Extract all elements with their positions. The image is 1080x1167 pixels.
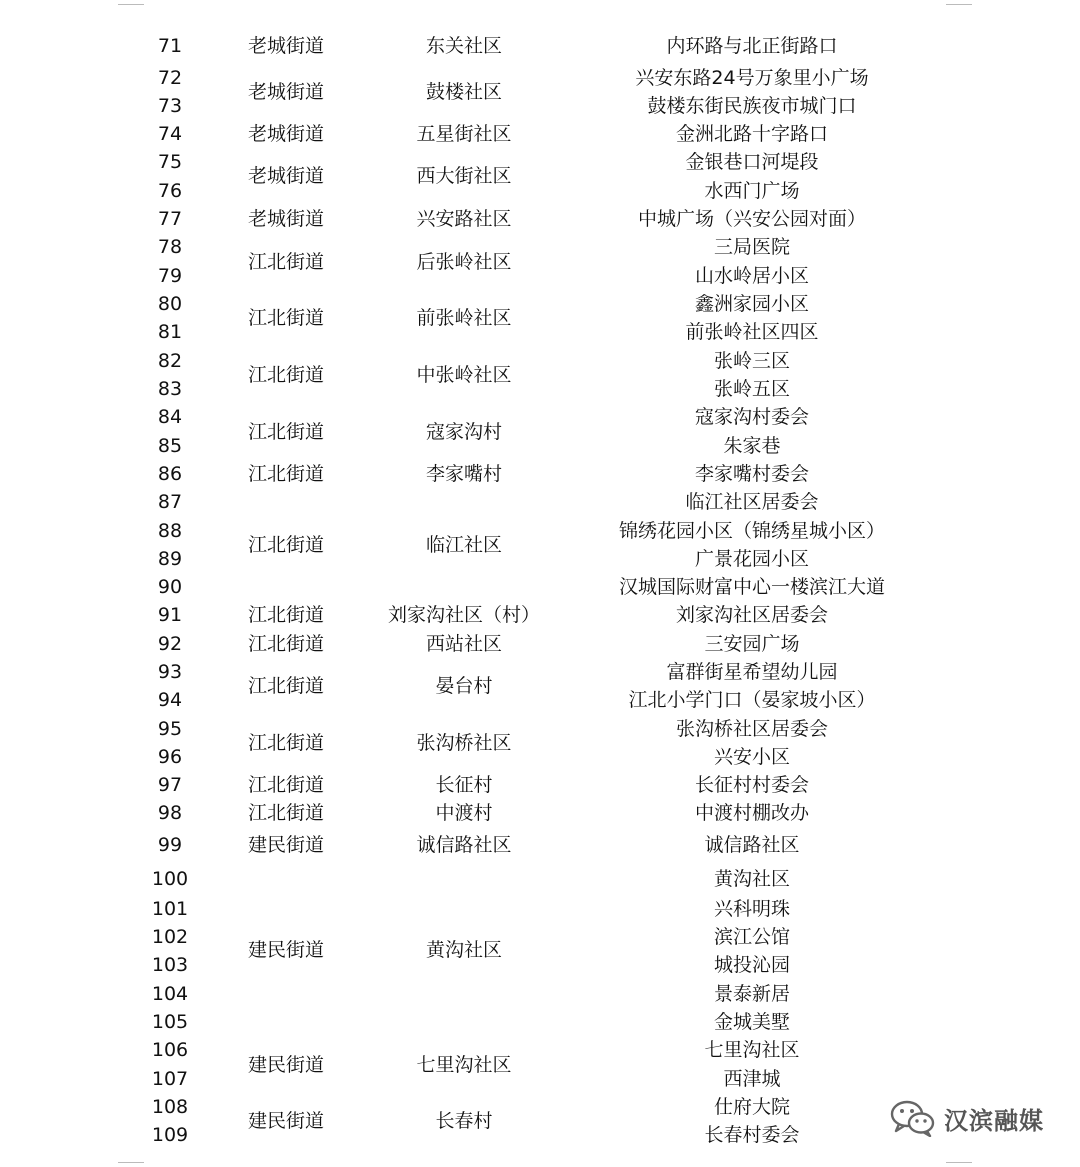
page-corner-mark-top-left <box>118 0 144 5</box>
community-cell-merged: 临江社区 <box>425 534 503 556</box>
community-cell: 李家嘴村 <box>425 463 503 485</box>
row-number: 88 <box>157 520 183 542</box>
page-corner-mark-top-right <box>946 0 972 5</box>
watermark-text: 汉滨融媒 <box>944 1106 1044 1135</box>
location-cell: 刘家沟社区居委会 <box>675 604 829 626</box>
location-cell: 兴安小区 <box>713 746 791 768</box>
row-number: 99 <box>157 834 183 856</box>
community-cell: 兴安路社区 <box>416 208 512 230</box>
location-cell: 金洲北路十字路口 <box>675 123 829 145</box>
row-number: 75 <box>157 151 183 173</box>
row-number: 76 <box>157 180 183 202</box>
row-number: 98 <box>157 802 183 824</box>
location-cell: 鼓楼东街民族夜市城门口 <box>647 95 857 117</box>
street-cell-merged: 建民街道 <box>247 1054 325 1076</box>
location-cell: 广景花园小区 <box>694 548 810 570</box>
location-cell: 汉城国际财富中心一楼滨江大道 <box>618 576 886 598</box>
row-number: 104 <box>151 983 189 1005</box>
street-cell-merged: 江北街道 <box>247 251 325 273</box>
community-cell: 刘家沟社区（村） <box>387 604 541 626</box>
location-cell: 寇家沟村委会 <box>694 406 810 428</box>
location-cell: 中城广场（兴安公园对面） <box>637 208 867 230</box>
location-cell: 临江社区居委会 <box>685 491 819 513</box>
street-cell-merged: 江北街道 <box>247 364 325 386</box>
location-cell: 张岭三区 <box>713 350 791 372</box>
row-number: 105 <box>151 1011 189 1033</box>
street-cell: 江北街道 <box>247 633 325 655</box>
location-cell: 兴科明珠 <box>713 898 791 920</box>
community-cell-merged: 张沟桥社区 <box>416 732 512 754</box>
street-cell-merged: 老城街道 <box>247 165 325 187</box>
location-cell: 张岭五区 <box>713 378 791 400</box>
community-cell: 诚信路社区 <box>416 834 512 856</box>
row-number: 103 <box>151 954 189 976</box>
location-cell: 金城美墅 <box>713 1011 791 1033</box>
row-number: 93 <box>157 661 183 683</box>
street-cell: 江北街道 <box>247 774 325 796</box>
row-number: 89 <box>157 548 183 570</box>
location-cell: 长征村村委会 <box>694 774 810 796</box>
community-cell-merged: 七里沟社区 <box>416 1054 512 1076</box>
location-cell: 朱家巷 <box>723 435 781 457</box>
location-cell: 中渡村棚改办 <box>694 802 810 824</box>
location-cell: 三局医院 <box>713 236 791 258</box>
street-cell: 老城街道 <box>247 208 325 230</box>
row-number: 86 <box>157 463 183 485</box>
community-cell: 五星街社区 <box>416 123 512 145</box>
location-cell: 黄沟社区 <box>713 868 791 890</box>
location-cell: 江北小学门口（晏家坡小区） <box>628 689 876 711</box>
street-cell-merged: 江北街道 <box>247 421 325 443</box>
location-cell: 前张岭社区四区 <box>685 321 819 343</box>
watermark <box>890 1098 1044 1138</box>
row-number: 95 <box>157 718 183 740</box>
location-cell: 景泰新居 <box>713 983 791 1005</box>
location-cell: 城投沁园 <box>713 954 791 976</box>
location-cell: 金银巷口河堤段 <box>685 151 819 173</box>
street-cell: 江北街道 <box>247 802 325 824</box>
community-cell-merged: 长春村 <box>435 1110 493 1132</box>
community-cell-merged: 晏台村 <box>435 675 493 697</box>
community-cell-merged: 鼓楼社区 <box>425 81 503 103</box>
row-number: 101 <box>151 898 189 920</box>
street-cell: 老城街道 <box>247 35 325 57</box>
row-number: 85 <box>157 435 183 457</box>
location-cell: 兴安东路24号万象里小广场 <box>635 67 869 89</box>
street-cell-merged: 江北街道 <box>247 534 325 556</box>
street-cell: 老城街道 <box>247 123 325 145</box>
row-number: 90 <box>157 576 183 598</box>
row-number: 108 <box>151 1096 189 1118</box>
community-cell-merged: 黄沟社区 <box>425 939 503 961</box>
row-number: 102 <box>151 926 189 948</box>
location-cell: 滨江公馆 <box>713 926 791 948</box>
community-cell-merged: 前张岭社区 <box>416 307 512 329</box>
page-corner-mark-bottom-right <box>946 1162 972 1163</box>
row-number: 77 <box>157 208 183 230</box>
location-cell: 长春村委会 <box>704 1124 800 1146</box>
location-cell: 诚信路社区 <box>704 834 800 856</box>
row-number: 80 <box>157 293 183 315</box>
row-number: 106 <box>151 1039 189 1061</box>
location-cell: 山水岭居小区 <box>694 265 810 287</box>
location-cell: 七里沟社区 <box>704 1039 800 1061</box>
location-cell: 锦绣花园小区（锦绣星城小区） <box>618 520 886 542</box>
community-cell: 西站社区 <box>425 633 503 655</box>
community-cell: 中渡村 <box>435 802 493 824</box>
location-cell: 张沟桥社区居委会 <box>675 718 829 740</box>
street-cell-merged: 老城街道 <box>247 81 325 103</box>
page-corner-mark-bottom-left <box>118 1162 144 1163</box>
location-cell: 水西门广场 <box>704 180 800 202</box>
row-number: 73 <box>157 95 183 117</box>
row-number: 71 <box>157 35 183 57</box>
row-number: 92 <box>157 633 183 655</box>
community-cell-merged: 西大街社区 <box>416 165 512 187</box>
wechat-icon <box>890 1099 936 1137</box>
street-cell: 江北街道 <box>247 463 325 485</box>
row-number: 94 <box>157 689 183 711</box>
location-cell: 李家嘴村委会 <box>694 463 810 485</box>
street-cell-merged: 江北街道 <box>247 675 325 697</box>
community-cell-merged: 后张岭社区 <box>416 251 512 273</box>
community-cell: 东关社区 <box>425 35 503 57</box>
community-cell-merged: 寇家沟村 <box>425 421 503 443</box>
street-cell-merged: 建民街道 <box>247 939 325 961</box>
street-cell-merged: 江北街道 <box>247 307 325 329</box>
community-cell: 长征村 <box>435 774 493 796</box>
row-number: 96 <box>157 746 183 768</box>
row-number: 91 <box>157 604 183 626</box>
location-cell: 富群街星希望幼儿园 <box>666 661 838 683</box>
location-cell: 三安园广场 <box>704 633 800 655</box>
street-cell-merged: 建民街道 <box>247 1110 325 1132</box>
row-number: 72 <box>157 67 183 89</box>
row-number: 74 <box>157 123 183 145</box>
row-number: 109 <box>151 1124 189 1146</box>
row-number: 100 <box>151 868 189 890</box>
row-number: 83 <box>157 378 183 400</box>
street-cell-merged: 江北街道 <box>247 732 325 754</box>
row-number: 97 <box>157 774 183 796</box>
street-cell: 江北街道 <box>247 604 325 626</box>
location-cell: 鑫洲家园小区 <box>694 293 810 315</box>
community-cell-merged: 中张岭社区 <box>416 364 512 386</box>
row-number: 81 <box>157 321 183 343</box>
row-number: 87 <box>157 491 183 513</box>
street-cell: 建民街道 <box>247 834 325 856</box>
row-number: 79 <box>157 265 183 287</box>
row-number: 107 <box>151 1068 189 1090</box>
location-cell: 内环路与北正街路口 <box>666 35 838 57</box>
location-cell: 仕府大院 <box>713 1096 791 1118</box>
row-number: 82 <box>157 350 183 372</box>
row-number: 84 <box>157 406 183 428</box>
row-number: 78 <box>157 236 183 258</box>
location-cell: 西津城 <box>723 1068 781 1090</box>
